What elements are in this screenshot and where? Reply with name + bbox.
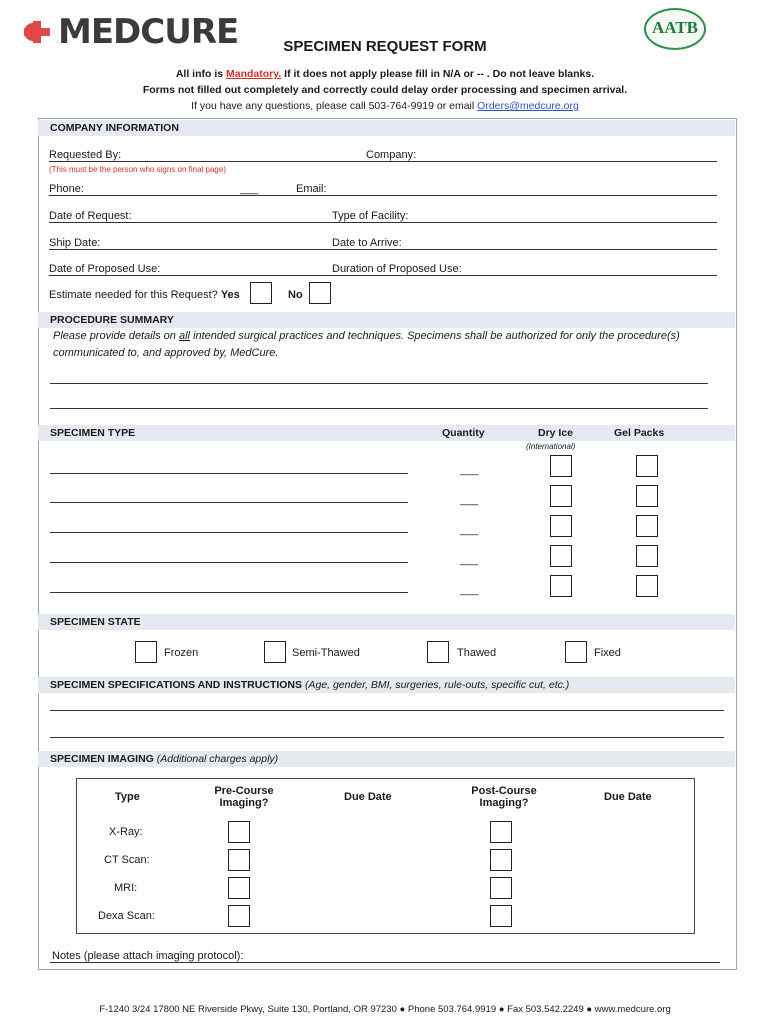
section-specimen-specifications: SPECIMEN SPECIFICATIONS AND INSTRUCTIONS (Age, gender, BMI, surgeries, rule-outs, specific cut, etc.)	[38, 677, 735, 693]
procedure-description-line-2: communicated to, and approved by, MedCure.	[53, 347, 279, 359]
col-due-date-2-header: Due Date	[604, 791, 652, 803]
dry-ice-checkbox[interactable]	[550, 575, 572, 597]
yes-label: Yes	[220, 289, 240, 301]
ct-scan-pre-course-checkbox[interactable]	[228, 849, 250, 871]
footer-address: F-1240 3/24 17800 NE Riverside Pkwy, Suite 130, Portland, OR 97230 ● Phone 503.764.9919 ● Fax 503.542.2249 ● www.medcure.org	[99, 1004, 671, 1015]
fixed-checkbox[interactable]	[565, 641, 587, 663]
mri-pre-course-checkbox[interactable]	[228, 877, 250, 899]
estimate-needed-label: Estimate needed for this Request? Yes	[49, 289, 240, 301]
notice-line-3: If you have any questions, please call 503-764-9919 or email Orders@medcure.org	[191, 100, 579, 112]
brand-name: MEDCURE	[58, 12, 239, 52]
quantity-field[interactable]: ___	[460, 494, 479, 506]
notice-line-1: All info is Mandatory. If it does not apply please fill in N/A or -- . Do not leave blanks.	[175, 68, 595, 80]
frozen-label: Frozen	[164, 647, 199, 659]
estimate-no-checkbox[interactable]	[309, 282, 331, 304]
specifications-line-1[interactable]	[50, 710, 724, 711]
dry-ice-header: Dry Ice	[538, 427, 574, 439]
frozen-checkbox[interactable]	[135, 641, 157, 663]
thawed-label: Thawed	[457, 647, 497, 659]
quantity-field[interactable]: ___	[460, 584, 479, 596]
ship-date-label: Ship Date:	[49, 237, 101, 249]
dexa-scan-post-course-checkbox[interactable]	[490, 905, 512, 927]
xray-post-course-checkbox[interactable]	[490, 821, 512, 843]
ct-scan-label: CT Scan:	[104, 854, 150, 866]
requested-by-field[interactable]	[49, 161, 717, 162]
gel-packs-header: Gel Packs	[614, 427, 665, 439]
duration-of-proposed-use-label: Duration of Proposed Use:	[332, 263, 462, 275]
dry-ice-checkbox[interactable]	[550, 515, 572, 537]
col-post-course-header: Post-Course Imaging?	[471, 785, 537, 809]
requested-by-note: (This must be the person who signs on final page)	[49, 165, 226, 174]
semi-thawed-checkbox[interactable]	[264, 641, 286, 663]
gel-packs-checkbox[interactable]	[636, 575, 658, 597]
thawed-checkbox[interactable]	[427, 641, 449, 663]
date-of-request-label: Date of Request:	[49, 210, 132, 222]
fixed-label: Fixed	[594, 647, 621, 659]
col-pre-course-header: Pre-Course Imaging?	[214, 785, 274, 809]
dry-ice-checkbox[interactable]	[550, 545, 572, 567]
gel-packs-checkbox[interactable]	[636, 485, 658, 507]
specimen-type-field[interactable]	[50, 532, 408, 533]
specimen-type-field[interactable]	[50, 592, 408, 593]
quantity-field[interactable]: ___	[460, 524, 479, 536]
col-due-date-header: Due Date	[344, 791, 392, 803]
ct-scan-post-course-checkbox[interactable]	[490, 849, 512, 871]
badge-text: AATB	[652, 18, 698, 37]
mri-label: MRI:	[114, 882, 138, 894]
quantity-field[interactable]: ___	[460, 464, 479, 476]
requested-by-label: Requested By:	[49, 149, 122, 161]
dry-ice-checkbox[interactable]	[550, 485, 572, 507]
specimen-type-field[interactable]	[50, 562, 408, 563]
col-type-header: Type	[115, 791, 140, 803]
dexa-scan-label: Dexa Scan:	[98, 910, 155, 922]
quantity-field[interactable]: ___	[460, 554, 479, 566]
procedure-description: Please provide details on all intended surgical practices and techniques. Specimens shall be authorized for only the procedure(s)	[53, 330, 680, 342]
form-title: SPECIMEN REQUEST FORM	[283, 38, 487, 55]
date-to-arrive-label: Date to Arrive:	[332, 237, 402, 249]
specimen-type-field[interactable]	[50, 473, 408, 474]
no-label: No	[288, 289, 303, 301]
xray-label: X-Ray:	[109, 826, 143, 838]
procedure-line-2[interactable]	[50, 408, 708, 409]
phone-email-field[interactable]	[49, 195, 717, 196]
semi-thawed-label: Semi-Thawed	[292, 647, 360, 659]
specimen-type-field[interactable]	[50, 502, 408, 503]
gel-packs-checkbox[interactable]	[636, 545, 658, 567]
quantity-header: Quantity	[442, 427, 485, 439]
ship-date-field[interactable]	[49, 249, 717, 250]
imaging-notes-label: Notes (please attach imaging protocol):	[52, 950, 244, 962]
imaging-table	[76, 778, 695, 934]
date-of-proposed-use-label: Date of Proposed Use:	[49, 263, 161, 275]
dry-ice-note: (International)	[526, 442, 576, 451]
phone-blank: ___	[240, 183, 259, 195]
mri-post-course-checkbox[interactable]	[490, 877, 512, 899]
gel-packs-checkbox[interactable]	[636, 515, 658, 537]
dexa-scan-pre-course-checkbox[interactable]	[228, 905, 250, 927]
email-label: Email:	[296, 183, 327, 195]
estimate-yes-checkbox[interactable]	[250, 282, 272, 304]
section-company-information: COMPANY INFORMATION	[38, 120, 735, 136]
section-specimen-type: SPECIMEN TYPE	[38, 425, 735, 441]
gel-packs-checkbox[interactable]	[636, 455, 658, 477]
date-of-request-field[interactable]	[49, 222, 717, 223]
company-label: Company:	[366, 149, 417, 161]
dry-ice-checkbox[interactable]	[550, 455, 572, 477]
type-of-facility-label: Type of Facility:	[332, 210, 409, 222]
section-specimen-state: SPECIMEN STATE	[38, 614, 735, 630]
xray-pre-course-checkbox[interactable]	[228, 821, 250, 843]
imaging-notes-field[interactable]	[50, 962, 720, 963]
section-procedure-summary: PROCEDURE SUMMARY	[38, 312, 735, 328]
specifications-line-2[interactable]	[50, 737, 724, 738]
proposed-use-field[interactable]	[49, 275, 717, 276]
procedure-line-1[interactable]	[50, 383, 708, 384]
phone-label: Phone:	[49, 183, 84, 195]
section-specimen-imaging: SPECIMEN IMAGING (Additional charges apply)	[38, 751, 735, 767]
orders-email-link[interactable]: Orders@medcure.org	[477, 100, 579, 112]
mandatory-label: Mandatory.	[226, 68, 282, 80]
notice-line-2: Forms not filled out completely and correctly could delay order processing and specimen arrival.	[142, 84, 628, 96]
